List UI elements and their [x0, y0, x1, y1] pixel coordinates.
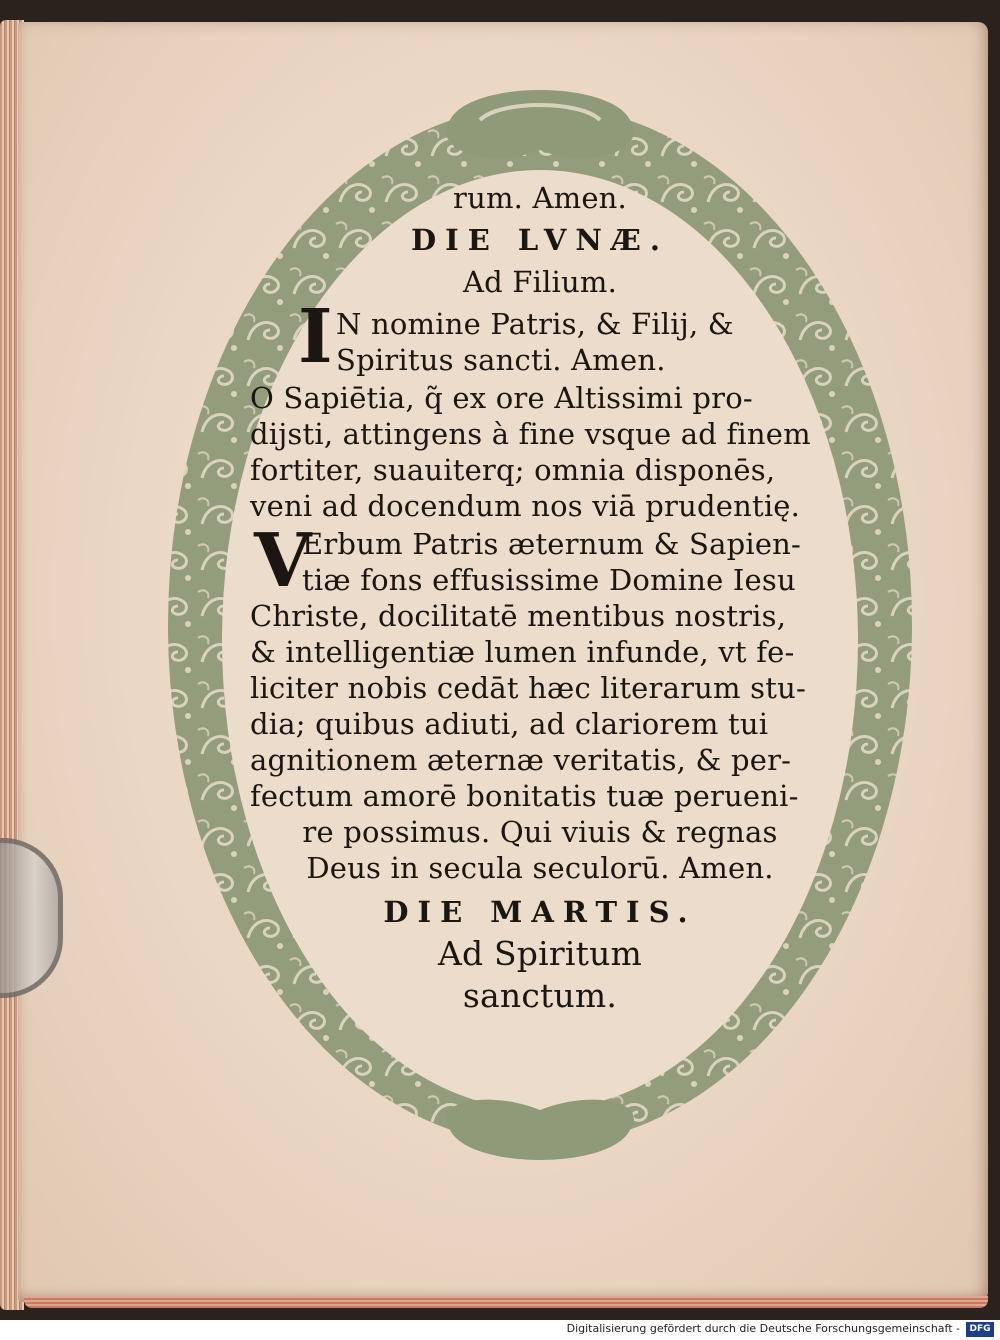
- subheading-sanctum: sanctum.: [462, 976, 618, 1015]
- drop-cap: I: [298, 294, 333, 380]
- text-line: veni ad docendum nos viā prudentię.: [250, 489, 801, 523]
- footer-bar: [0, 1320, 1000, 1340]
- text-line: tiæ fons effusissime Domine Iesu: [302, 563, 796, 597]
- text-line: Deus in secula seculorū. Amen.: [306, 851, 774, 885]
- text-line: re possimus. Qui viuis & regnas: [302, 815, 778, 849]
- subheading-ad-spiritum: Ad Spiritum: [437, 934, 643, 973]
- heading-die-martis: DIE MARTIS.: [383, 895, 697, 929]
- text-line: Spiritus sancti. Amen.: [336, 343, 666, 377]
- text-line: rum. Amen.: [453, 181, 627, 215]
- text-line: dijsti, attingens à fine vsque ad finem: [250, 417, 811, 451]
- dfg-logo: DFG: [966, 1322, 994, 1337]
- text-line: fortiter, suauiterq; omnia disponēs,: [250, 453, 776, 487]
- text-line: fectum amorē bonitatis tuæ perueni-: [250, 779, 799, 813]
- text-line: & intelligentiæ lumen infunde, vt fe-: [250, 635, 795, 669]
- text-line: N nomine Patris, & Filij, &: [336, 307, 734, 341]
- text-line: dia; quibus adiuti, ad clariorem tui: [250, 707, 769, 741]
- text-line: agnitionem æternæ veritatis, & per-: [250, 743, 792, 777]
- text-line: O Sapiētia, q̃ ex ore Altissimi pro-: [250, 381, 753, 415]
- footer-credit: Digitalisierung gefördert durch die Deutsche Forschungsgemeinschaft -: [566, 1322, 960, 1335]
- text-line: liciter nobis cedāt hæc literarum stu-: [250, 671, 806, 705]
- text-line: Christe, docilitatē mentibus nostris,: [250, 599, 787, 633]
- page-bottom-edge: [24, 1296, 988, 1308]
- subheading-ad-filium: Ad Filium.: [462, 265, 618, 299]
- drop-cap: V: [254, 518, 312, 604]
- text-line: Erbum Patris æternum & Sapien-: [302, 527, 802, 561]
- heading-die-lunae: DIE LVNÆ.: [411, 223, 669, 257]
